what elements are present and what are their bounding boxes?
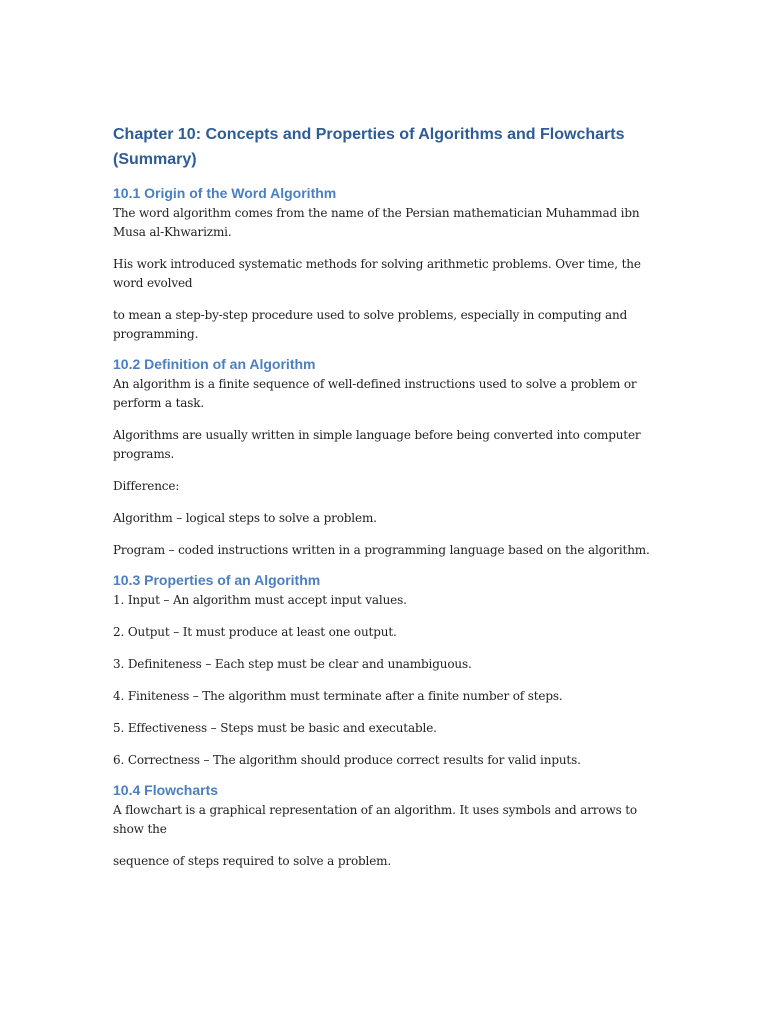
- list-item: 2. Output – It must produce at least one output.: [113, 625, 397, 639]
- paragraph: sequence of steps required to solve a problem.: [113, 854, 392, 868]
- paragraph: An algorithm is a finite sequence of well-defined instructions used to solve a problem or perform a task.: [113, 377, 637, 410]
- section-heading: 10.4 Flowcharts: [113, 782, 219, 798]
- list-item: 6. Correctness – The algorithm should produce correct results for valid inputs.: [113, 753, 581, 767]
- paragraph: to mean a step-by-step procedure used to solve problems, especially in computing and programming.: [113, 308, 628, 341]
- section-flowcharts: [113, 781, 653, 871]
- paragraph: Algorithm – logical steps to solve a problem.: [113, 511, 377, 525]
- section-origin: [113, 184, 653, 344]
- list-item: 4. Finiteness – The algorithm must terminate after a finite number of steps.: [113, 689, 563, 703]
- page-title-line-2: (Summary): [113, 151, 197, 168]
- page-title: [113, 122, 653, 172]
- list-item: 3. Definiteness – Each step must be clear and unambiguous.: [113, 657, 472, 671]
- section-definition: [113, 355, 653, 560]
- document-page: [113, 122, 653, 884]
- section-heading: 10.3 Properties of an Algorithm: [113, 572, 321, 588]
- page-title-line-1: Chapter 10: Concepts and Properties of Algorithms and Flowcharts: [113, 126, 625, 143]
- paragraph: Program – coded instructions written in a programming language based on the algorithm.: [113, 543, 650, 557]
- paragraph: Algorithms are usually written in simple language before being converted into computer programs.: [113, 428, 641, 461]
- list-item: 1. Input – An algorithm must accept input values.: [113, 593, 407, 607]
- paragraph: The word algorithm comes from the name of the Persian mathematician Muhammad ibn Musa al-Khwarizmi.: [113, 206, 640, 239]
- section-properties: [113, 571, 653, 770]
- paragraph: Difference:: [113, 479, 180, 493]
- paragraph: A flowchart is a graphical representation of an algorithm. It uses symbols and arrows to show the: [113, 803, 638, 836]
- section-heading: 10.1 Origin of the Word Algorithm: [113, 185, 337, 201]
- paragraph: His work introduced systematic methods for solving arithmetic problems. Over time, the word evolved: [113, 257, 641, 290]
- list-item: 5. Effectiveness – Steps must be basic and executable.: [113, 721, 437, 735]
- section-heading: 10.2 Definition of an Algorithm: [113, 356, 316, 372]
